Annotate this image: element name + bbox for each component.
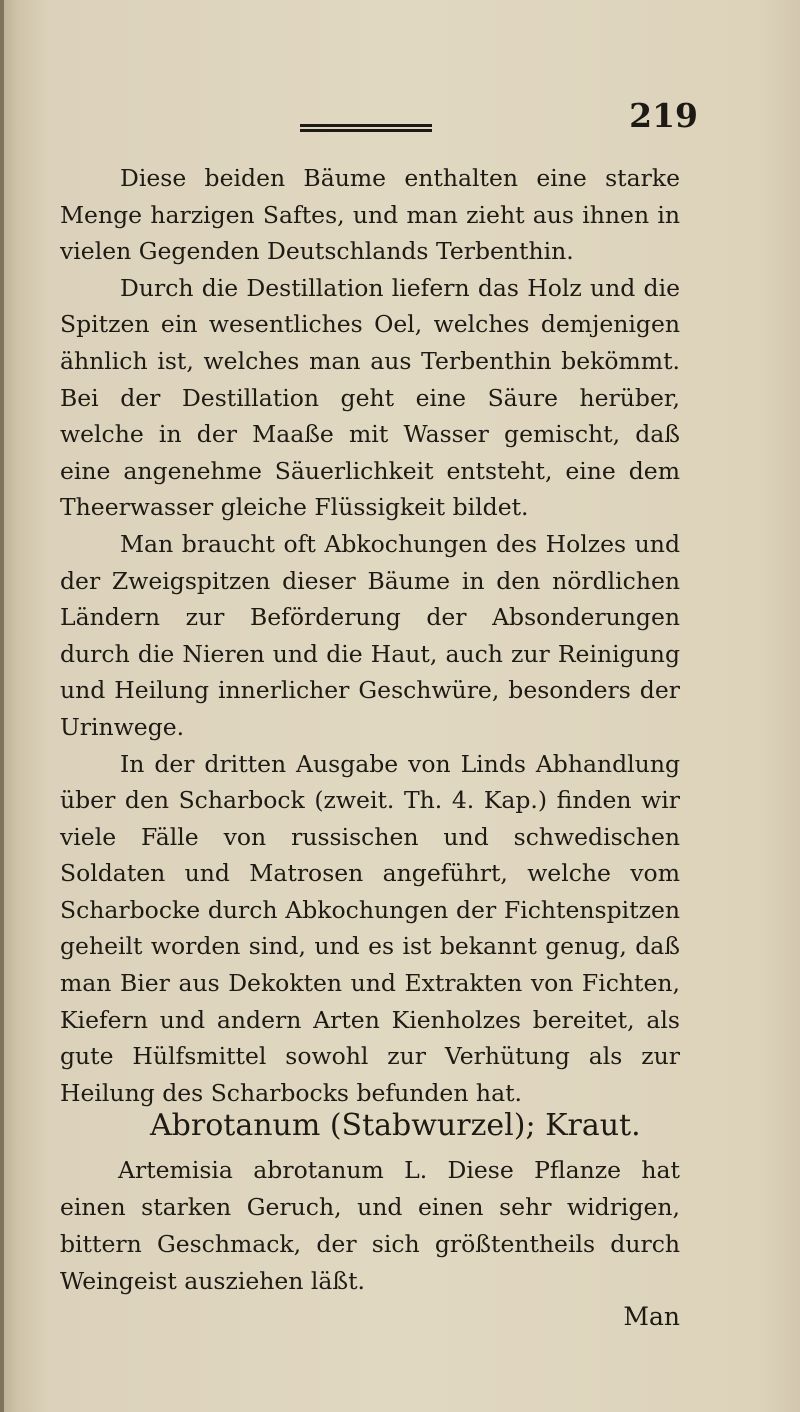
paragraph: Artemisia abrotanum L. Diese Pflanze hat einen starken Geruch, und einen sehr widrigen, bittern Geschmack, der sich größtentheils durch Weingeist ausziehen läßt. [60, 1156, 680, 1295]
paragraph: Diese beiden Bäume enthalten eine starke Menge harzigen Saftes, und man zieht aus ihnen in vielen Gegenden Deutschlands Terbenthin. [60, 164, 680, 266]
section-text [60, 1152, 680, 1300]
header-rule [300, 124, 432, 132]
paragraph: Man braucht oft Abkochungen des Holzes und der Zweigspitzen dieser Bäume in den nördlichen Ländern zur Beförderung der Absonderungen durch die Nieren und die Haut, auch zur Reinigung und Heilung innerlicher Geschwüre, besonders der Urinwege. [60, 529, 680, 741]
catchword: Man [623, 1302, 680, 1331]
paragraph: In der dritten Ausgabe von Linds Abhandlung über den Scharbock (zweit. Th. 4. Kap.) finden wir viele Fälle von russischen und schwedischen Soldaten und Matrosen angeführt, welche vom Scharbocke durch Abkochungen der Fichtenspitzen geheilt worden sind, und es ist bekannt genug, daß man Bier aus Dekokten und Extrakten von Fichten, Kiefern und andern Arten Kienholzes bereitet, als gute Hülfsmittel sowohl zur Verhütung als zur Heilung des Scharbocks befunden hat. [60, 749, 680, 1107]
body-text [60, 160, 680, 1111]
paragraph: Durch die Destillation liefern das Holz und die Spitzen ein wesentliches Oel, welches demjenigen ähnlich ist, welches man aus Terbenthin bekömmt. Bei der Destillation geht eine Säure herüber, welche in der Maaße mit Wasser gemischt, daß eine angenehme Säuerlichkeit entsteht, eine dem Theerwasser gleiche Flüssigkeit bildet. [60, 273, 680, 522]
section-heading: Abrotanum (Stabwurzel); Kraut. [150, 1108, 641, 1143]
page-number: 219 [629, 96, 698, 135]
